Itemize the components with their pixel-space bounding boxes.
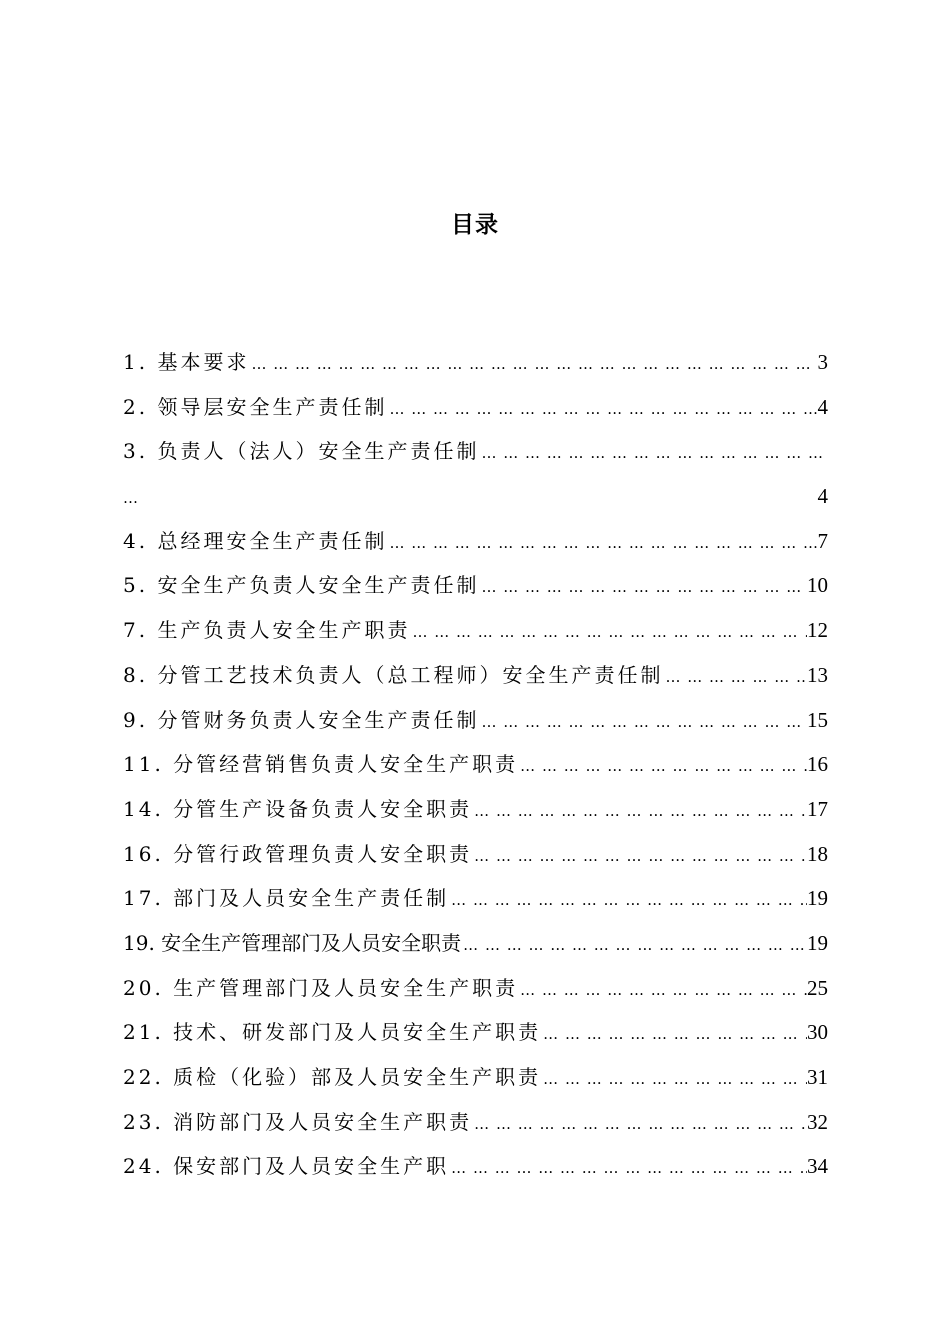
dot-leader — [387, 521, 817, 564]
page-title: 目录 — [451, 212, 499, 238]
toc-entry-label: 9. 分管财务负责人安全生产责任制 — [123, 707, 480, 732]
dot-leader — [518, 968, 807, 1011]
toc-entry[interactable] — [123, 966, 828, 1011]
toc-entry[interactable] — [123, 1010, 828, 1055]
toc-entry-page: 34 — [807, 1154, 828, 1179]
toc-entry[interactable] — [123, 340, 828, 385]
toc-entry-page: 25 — [807, 975, 828, 1000]
toc-entry-page: 19 — [807, 930, 828, 955]
dot-leader — [410, 610, 807, 653]
toc-entry-label: 4. 总经理安全生产责任制 — [123, 528, 388, 553]
dot-leader — [518, 744, 807, 787]
dot-leader — [472, 1102, 807, 1145]
toc-entry[interactable] — [123, 876, 828, 921]
toc-entry-label: 23. 消防部门及人员安全生产职责 — [123, 1109, 473, 1134]
toc-entry[interactable] — [123, 698, 828, 743]
dot-leader — [663, 655, 807, 698]
toc-entry-page: 12 — [807, 618, 828, 643]
dot-leader — [479, 700, 807, 743]
toc-entry-page: 4 — [817, 484, 828, 509]
toc-entry-page: 16 — [807, 752, 828, 777]
toc-entry[interactable] — [123, 653, 828, 698]
toc-entry-page: 3 — [817, 350, 828, 374]
toc-entry-label: 7. 生产负责人安全生产职责 — [123, 618, 411, 643]
toc-entry-label: 1. 基本要求 — [123, 350, 250, 374]
toc-entry[interactable] — [123, 519, 828, 564]
toc-entry-page: 31 — [807, 1065, 828, 1089]
toc-entry[interactable] — [123, 563, 828, 608]
toc-entry-label: 3. 负责人（法人）安全生产责任制 — [123, 439, 480, 464]
dot-leader — [249, 342, 817, 385]
dot-leader — [449, 878, 807, 921]
toc-entry-page: 17 — [807, 796, 828, 821]
toc-entry-label: 16. 分管行政管理负责人安全职责 — [123, 841, 473, 866]
toc-entry-page: 19 — [807, 886, 828, 911]
toc-entry-label: 20. 生产管理部门及人员安全生产职责 — [123, 975, 519, 1000]
toc-entry-page: 7 — [817, 528, 828, 553]
toc-entry[interactable] — [123, 921, 828, 966]
toc-entry[interactable] — [123, 832, 828, 877]
toc-entry-label: 5. 安全生产负责人安全生产责任制 — [123, 573, 480, 598]
toc-entry-page: 32 — [807, 1109, 828, 1134]
toc-entry-page: 30 — [807, 1020, 828, 1045]
dot-leader — [541, 1057, 807, 1100]
toc-entry-page: 10 — [807, 573, 828, 598]
toc-entry-label: 8. 分管工艺技术负责人（总工程师）安全生产责任制 — [123, 662, 664, 687]
dot-leader — [461, 923, 807, 966]
toc-entry-page: 4 — [817, 394, 828, 419]
dot-leader — [479, 565, 807, 608]
toc-entry[interactable] — [123, 742, 828, 787]
table-of-contents — [123, 340, 828, 1189]
toc-entry-label: 22. 质检（化验）部及人员安全生产职责 — [123, 1065, 542, 1089]
dot-leader — [472, 834, 807, 877]
toc-entry[interactable] — [123, 608, 828, 653]
toc-entry-label: 11. 分管经营销售负责人安全生产职责 — [123, 752, 519, 777]
dot-leader — [541, 1012, 807, 1055]
toc-entry-page: 18 — [807, 841, 828, 866]
toc-entry[interactable] — [123, 1144, 828, 1189]
toc-entry[interactable] — [123, 429, 828, 474]
toc-entry-continuation[interactable] — [123, 474, 828, 519]
toc-entry-label: 2. 领导层安全生产责任制 — [123, 394, 388, 419]
toc-entry[interactable] — [123, 1055, 828, 1100]
dot-leader — [472, 789, 807, 832]
toc-entry[interactable] — [123, 787, 828, 832]
toc-entry-label: 14. 分管生产设备负责人安全职责 — [123, 796, 473, 821]
toc-entry-page: 13 — [807, 662, 828, 687]
toc-entry[interactable] — [123, 385, 828, 430]
toc-entry[interactable] — [123, 1100, 828, 1145]
toc-entry-page: 15 — [807, 707, 828, 732]
toc-entry-label: 24. 保安部门及人员安全生产职 — [123, 1154, 450, 1179]
toc-entry-label: 19. 安全生产管理部门及人员安全职责 — [123, 930, 462, 955]
dot-leader — [387, 387, 817, 430]
dot-leader — [479, 431, 828, 474]
toc-entry-label: 17. 部门及人员安全生产责任制 — [123, 886, 450, 911]
dot-leader: … — [123, 489, 138, 508]
toc-entry-label: 21. 技术、研发部门及人员安全生产职责 — [123, 1020, 542, 1045]
dot-leader — [449, 1146, 807, 1189]
